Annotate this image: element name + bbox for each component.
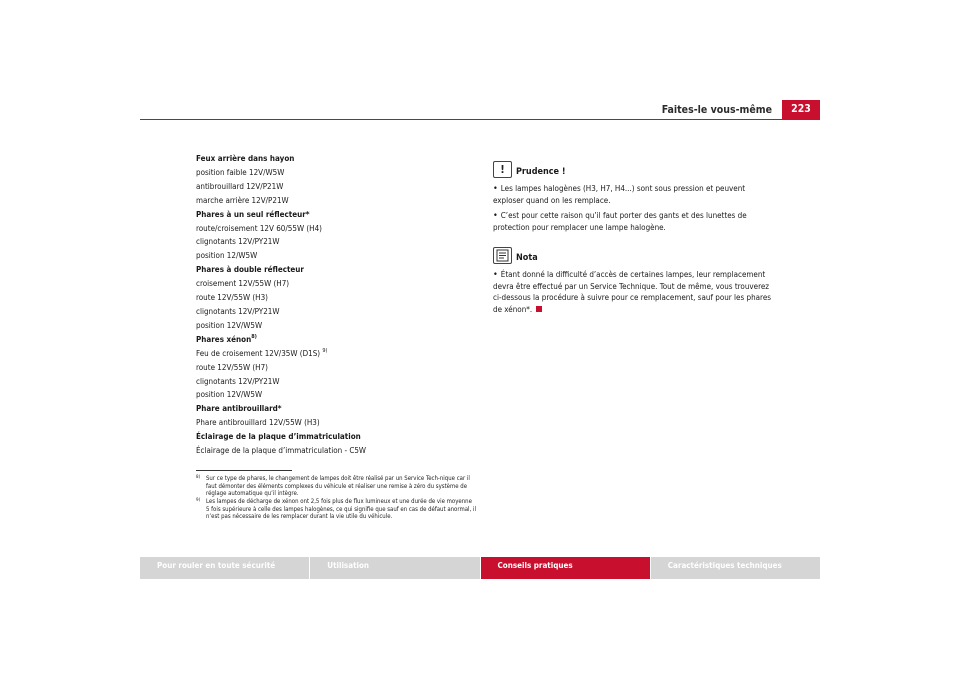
spec-line: position 12/W5W xyxy=(196,251,258,261)
warning-exclamation-icon: ! xyxy=(493,161,512,178)
spec-line: route 12V/55W (H7) xyxy=(196,362,268,372)
spec-line: position 12V/W5W xyxy=(196,320,263,330)
bulb-specifications-list xyxy=(196,152,480,458)
spec-heading: Phares à double réflecteur xyxy=(196,265,304,275)
section-end-icon xyxy=(536,306,542,312)
nota-title: Nota xyxy=(516,252,538,263)
prudence-box xyxy=(493,160,773,234)
spec-line: route/croisement 12V 60/55W (H4) xyxy=(196,223,322,233)
footnote: 9) Les lampes de décharge de xénon ont 2,5 fois plus de flux lumineux et une durée de vie moyenne 5 fois supérieure à celle des lampes halogènes, ce qui signifie que sauf en cas de défaut anormal, il n’est pas nécessaire de les remplacer durant la vie utile du véhicule. xyxy=(196,498,476,521)
page-number-badge: 223 xyxy=(782,100,820,119)
footnote: 8) Sur ce type de phares, le changement de lampes doit être réalisé par un Service Tech-nique car il faut démonter des éléments complexes du véhicule et réaliser une remise à zéro du système de réglage automatique qu’il intègre. xyxy=(196,475,470,498)
spec-line: clignotants 12V/PY21W xyxy=(196,376,280,386)
footnote-reference: 9) xyxy=(322,347,328,354)
header-divider xyxy=(140,119,820,120)
spec-heading: Phares xénon$^{8)}$ xyxy=(196,333,257,344)
spec-heading: Éclairage de la plaque d’immatriculation xyxy=(196,432,361,442)
chapter-tab[interactable]: Pour rouler en toute sécurité xyxy=(140,557,309,579)
spec-line: Feu de croisement 12V/35W (D1S) $^{9)}$ xyxy=(196,347,328,358)
footnotes xyxy=(196,475,476,522)
prudence-bullet: • C’est pour cette raison qu’il faut porter des gants et des lunettes de protection pour remplacer une lampe halogène. xyxy=(493,210,747,233)
footnote-reference: 8) xyxy=(251,333,257,340)
notice-column xyxy=(493,160,773,318)
spec-heading: Feux arrière dans hayon xyxy=(196,154,295,163)
bullet-icon: • xyxy=(493,210,498,221)
bullet-icon: • xyxy=(493,184,498,194)
prudence-bullet: • Les lampes halogènes (H3, H7, H4...) sont sous pression et peuvent exploser quand on les remplace. xyxy=(493,184,746,206)
spec-line: position 12V/W5W xyxy=(196,390,263,400)
bullet-icon: • xyxy=(493,269,498,280)
spec-line: position faible 12V/W5W xyxy=(196,167,285,177)
spec-heading: Phares à un seul réflecteur* xyxy=(196,209,310,219)
spec-line: Phare antibrouillard 12V/55W (H3) xyxy=(196,418,320,428)
prudence-title: Prudence ! xyxy=(516,167,566,177)
page-header-title: Faites-le vous-même xyxy=(661,104,772,116)
note-info-icon xyxy=(493,247,512,264)
chapter-tabs xyxy=(140,557,820,579)
chapter-tab[interactable]: Conseils pratiques xyxy=(481,557,650,579)
spec-line: clignotants 12V/PY21W xyxy=(196,237,280,247)
nota-box xyxy=(493,246,773,316)
nota-bullet: • Étant donné la difficulté d’accès de certaines lampes, leur remplacement devra être effectué par un Service Technique. Tout de même, vous trouverez ci-dessous la procédure à suivre pour ce remplacement, sauf pour les phares de xénon*. xyxy=(493,269,771,314)
spec-line: marche arrière 12V/P21W xyxy=(196,195,289,205)
chapter-tab[interactable]: Caractéristiques techniques xyxy=(651,557,820,579)
spec-line: clignotants 12V/PY21W xyxy=(196,306,280,316)
spec-line: Éclairage de la plaque d’immatriculation - C5W xyxy=(196,446,367,456)
spec-line: route 12V/55W (H3) xyxy=(196,293,268,303)
footnote-divider xyxy=(196,470,292,471)
spec-line: antibrouillard 12V/P21W xyxy=(196,181,284,191)
spec-line: croisement 12V/55W (H7) xyxy=(196,279,290,289)
spec-heading: Phare antibrouillard* xyxy=(196,404,282,414)
chapter-tab[interactable]: Utilisation xyxy=(310,557,479,579)
